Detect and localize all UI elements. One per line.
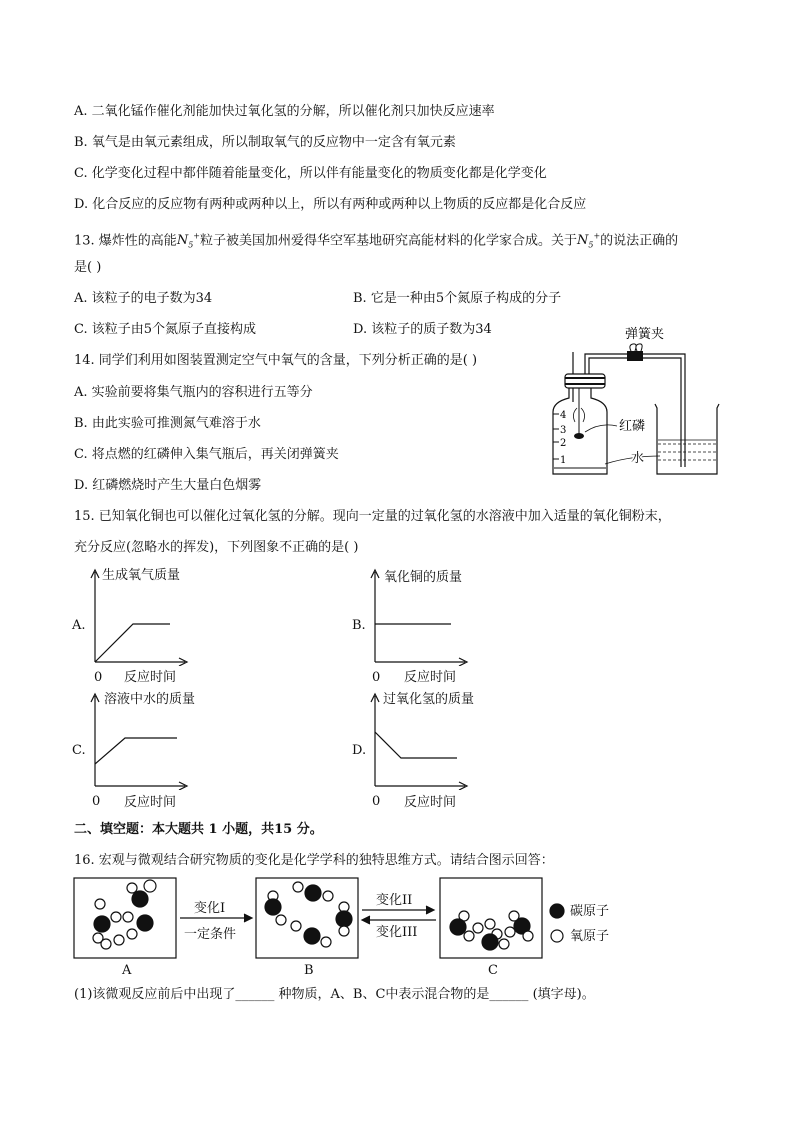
change1-label: 变化I — [194, 901, 226, 916]
graph-b-letter: B. — [352, 618, 366, 633]
q13-option-a: A. 该粒子的电子数为34 — [74, 291, 213, 306]
stopper — [565, 374, 605, 388]
graph-d-xlabel: 反应时间 — [404, 795, 457, 810]
oxygen-apparatus-figure — [545, 322, 725, 482]
legend-oxygen: 氧原子 — [570, 929, 610, 944]
change3-label: 变化III — [376, 925, 418, 940]
carbon-atom-icon — [550, 904, 564, 918]
volume-marks — [553, 410, 566, 466]
graph-c-letter: C. — [72, 743, 86, 758]
q15-stem-line1: 15. 已知氧化铜也可以催化过氧化氢的分解。现向一定量的过氧化氢的水溶液中加入适量的氧化铜粉末， — [74, 509, 671, 524]
ion-formula: $N_5^+$ — [176, 232, 200, 250]
clamp-label: 弹簧夹 — [625, 327, 665, 342]
curve — [95, 624, 170, 662]
graph-a-xlabel: 反应时间 — [124, 670, 177, 685]
graph-b-ylabel: 氧化铜的质量 — [384, 570, 463, 585]
q13-option-b: B. 它是一种由5个氮原子构成的分子 — [353, 291, 562, 306]
graph-c-xlabel: 反应时间 — [124, 795, 177, 810]
spring-clamp-icon — [627, 351, 643, 361]
beaker — [655, 404, 719, 474]
graph-b-origin: 0 — [372, 670, 381, 685]
q13-stem-part2: 粒子被美国加州爱得华空军基地研究高能材料的化学家合成。关于 — [199, 233, 577, 249]
prev-option-d: D. 化合反应的反应物有两种或两种以上，所以有两种或两种以上物质的反应都是化合反应 — [74, 197, 587, 212]
q16-stem: 16. 宏观与微观结合研究物质的变化是化学学科的独特思维方式。请结合图示回答： — [74, 853, 554, 868]
graph-c-ylabel: 溶液中水的质量 — [104, 692, 196, 707]
graph-d-letter: D. — [352, 743, 367, 758]
water-label: 水 — [631, 451, 645, 466]
prev-option-b: B. 氧气是由氧元素组成，所以制取氧气的反应物中一定含有氧元素 — [74, 135, 456, 150]
q13-stem-line1 — [74, 228, 678, 255]
phosphorus-label: 红磷 — [619, 419, 646, 434]
graph-a-ylabel: 生成氧气质量 — [102, 568, 181, 583]
micro-reaction-figure — [70, 874, 650, 980]
box-a-label: A — [122, 963, 132, 978]
curve — [375, 732, 457, 758]
svg-text:1: 1 — [560, 455, 567, 466]
svg-text:4: 4 — [560, 410, 567, 421]
graph-d-origin: 0 — [372, 794, 381, 809]
burning-spoon-icon — [574, 433, 584, 439]
q14-option-b: B. 由此实验可推测氮气难溶于水 — [74, 416, 261, 431]
box-b-label: B — [304, 963, 314, 978]
q13-stem-part1: 13. 爆炸性的高能 — [74, 233, 177, 249]
prev-option-a: A. 二氧化锰作催化剂能加快过氧化氢的分解，所以催化剂只加快反应速率 — [74, 104, 495, 119]
q13-option-d: D. 该粒子的质子数为34 — [353, 322, 492, 337]
q13-stem-line2: 是( ) — [74, 260, 102, 275]
condition-label: 一定条件 — [184, 927, 237, 942]
q13-option-c: C. 该粒子由5个氮原子直接构成 — [74, 322, 257, 337]
graph-d-ylabel: 过氧化氢的质量 — [383, 692, 475, 707]
section-heading: 二、填空题：本大题共 1 小题，共15 分。 — [74, 822, 323, 837]
prev-option-c: C. 化学变化过程中都伴随着能量变化，所以伴有能量变化的物质变化都是化学变化 — [74, 166, 547, 181]
graph-b-xlabel: 反应时间 — [404, 670, 457, 685]
q14-stem: 14. 同学们利用如图装置测定空气中氧气的含量，下列分析正确的是( ) — [74, 353, 478, 368]
curve — [95, 738, 177, 764]
q14-option-c: C. 将点燃的红磷伸入集气瓶后，再关闭弹簧夹 — [74, 447, 339, 462]
q14-option-a: A. 实验前要将集气瓶内的容积进行五等分 — [74, 385, 313, 400]
oxygen-atom-icon — [551, 930, 563, 942]
legend-carbon: 碳原子 — [570, 904, 610, 919]
q14-option-d: D. 红磷燃烧时产生大量白色烟雾 — [74, 478, 262, 493]
ion-formula: $N_5^+$ — [577, 232, 601, 250]
graph-a-origin: 0 — [94, 670, 103, 685]
q15-stem-line2: 充分反应(忽略水的挥发)，下列图象不正确的是( ) — [74, 540, 359, 555]
change2-label: 变化II — [376, 893, 413, 908]
q16-sub1: (1)该微观反应前后中出现了______ 种物质，A、B、C中表示混合物的是______ (填字母)。 — [74, 987, 595, 1002]
box-c-label: C — [488, 963, 498, 978]
svg-text:2: 2 — [560, 438, 567, 449]
graph-a-letter: A. — [72, 618, 86, 633]
q13-stem-part3: 的说法正确的 — [600, 233, 679, 249]
svg-text:3: 3 — [560, 425, 567, 436]
graph-c-origin: 0 — [92, 794, 101, 809]
